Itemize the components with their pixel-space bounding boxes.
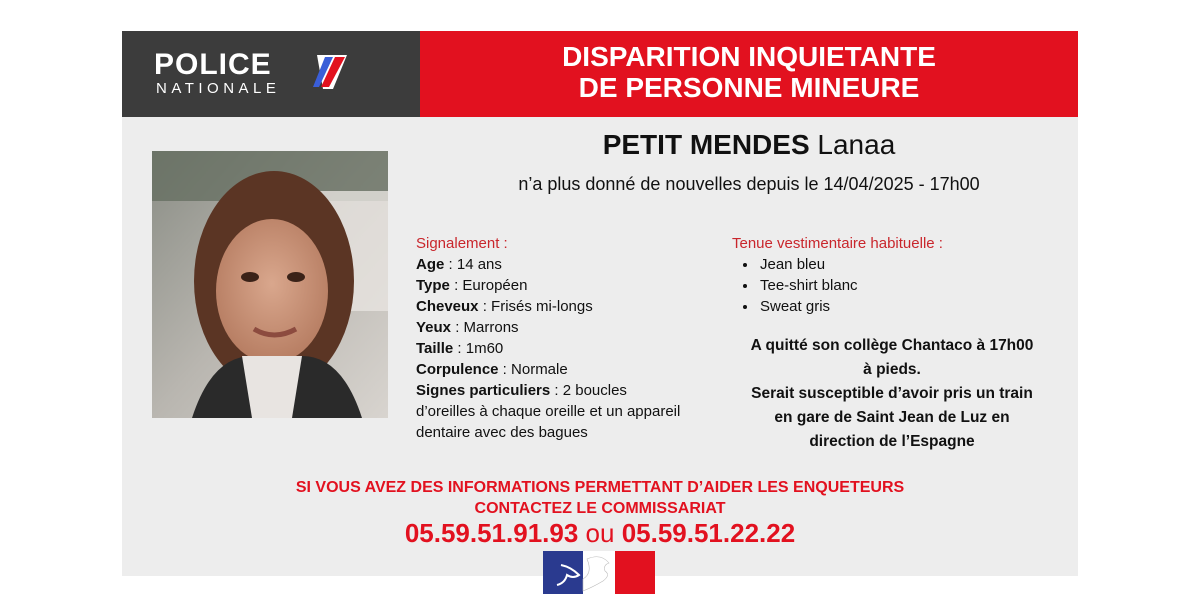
circumstances-line: Serait susceptible d’avoir pris un train (751, 385, 1033, 402)
circumstances-line: A quitté son collège Chantaco à 17h00 (750, 337, 1034, 354)
description-value: : Frisés mi-longs (478, 298, 593, 315)
clothing-list (732, 254, 1032, 317)
phone-number-2[interactable]: 05.59.51.22.22 (621, 518, 796, 548)
circumstances-line: direction de l’Espagne (809, 433, 975, 450)
description-value: : Européen (449, 277, 528, 294)
description-row-hair (416, 296, 686, 317)
description-label: Corpulence (416, 361, 499, 378)
clothing-item: • Sweat gris (758, 296, 1032, 317)
marianne-flag-icon (543, 551, 655, 594)
circumstances-line: à pieds. (863, 361, 921, 378)
clothing-block (732, 233, 1032, 317)
police-nationale-brand (122, 31, 420, 117)
description-row-eyes (416, 317, 686, 338)
description-block (416, 233, 686, 443)
person-name (420, 129, 1078, 161)
description-value: : Normale (498, 361, 568, 378)
description-label: Type (416, 277, 450, 294)
phone-numbers (122, 518, 1078, 549)
person-last-name: PETIT MENDES (602, 129, 810, 160)
phone-separator: ou (578, 518, 622, 548)
description-value: : Marrons (451, 319, 519, 336)
description-row-age (416, 254, 686, 275)
last-contact-text: n’a plus donné de nouvelles depuis le 14/04/2025 - 17h00 (518, 174, 980, 194)
contact-line-2: CONTACTEZ LE COMMISSARIAT (474, 500, 726, 517)
description-heading: Signalement : (416, 235, 508, 252)
banner-line-1: DISPARITION INQUIETANTE (562, 41, 936, 72)
person-first-name: Lanaa (817, 129, 896, 160)
phone-number-1[interactable]: 05.59.51.91.93 (404, 518, 579, 548)
contact-appeal (122, 477, 1078, 519)
police-flame-icon (303, 53, 349, 91)
clothing-item: • Jean bleu (758, 254, 1032, 275)
missing-person-poster (122, 31, 1078, 576)
description-row-type (416, 275, 686, 296)
banner-line-2: DE PERSONNE MINEURE (578, 72, 920, 103)
contact-line-1: SI VOUS AVEZ DES INFORMATIONS PERMETTANT D’AIDER LES ENQUETEURS (295, 479, 905, 496)
description-row-height (416, 338, 686, 359)
alert-banner (420, 31, 1078, 117)
description-value: : 14 ans (444, 256, 502, 273)
description-row-marks (416, 380, 686, 443)
brand-police-text: POLICE (154, 48, 272, 81)
description-row-build (416, 359, 686, 380)
clothing-heading: Tenue vestimentaire habituelle : (732, 235, 943, 252)
description-label: Age (416, 256, 445, 273)
person-photo (152, 151, 388, 418)
description-label: Signes particuliers (416, 382, 551, 399)
circumstances-line: en gare de Saint Jean de Luz en (774, 409, 1010, 426)
description-label: Yeux (416, 319, 452, 336)
brand-nationale-text: NATIONALE (156, 80, 281, 97)
description-label: Cheveux (416, 298, 479, 315)
description-value: : 1m60 (453, 340, 504, 357)
description-label: Taille (416, 340, 454, 357)
description-value: : 2 boucles d’oreilles à chaque oreille et un appareil dentaire avec des bagues (416, 382, 681, 441)
circumstances-block (712, 334, 1072, 454)
clothing-item: • Tee-shirt blanc (758, 275, 1032, 296)
